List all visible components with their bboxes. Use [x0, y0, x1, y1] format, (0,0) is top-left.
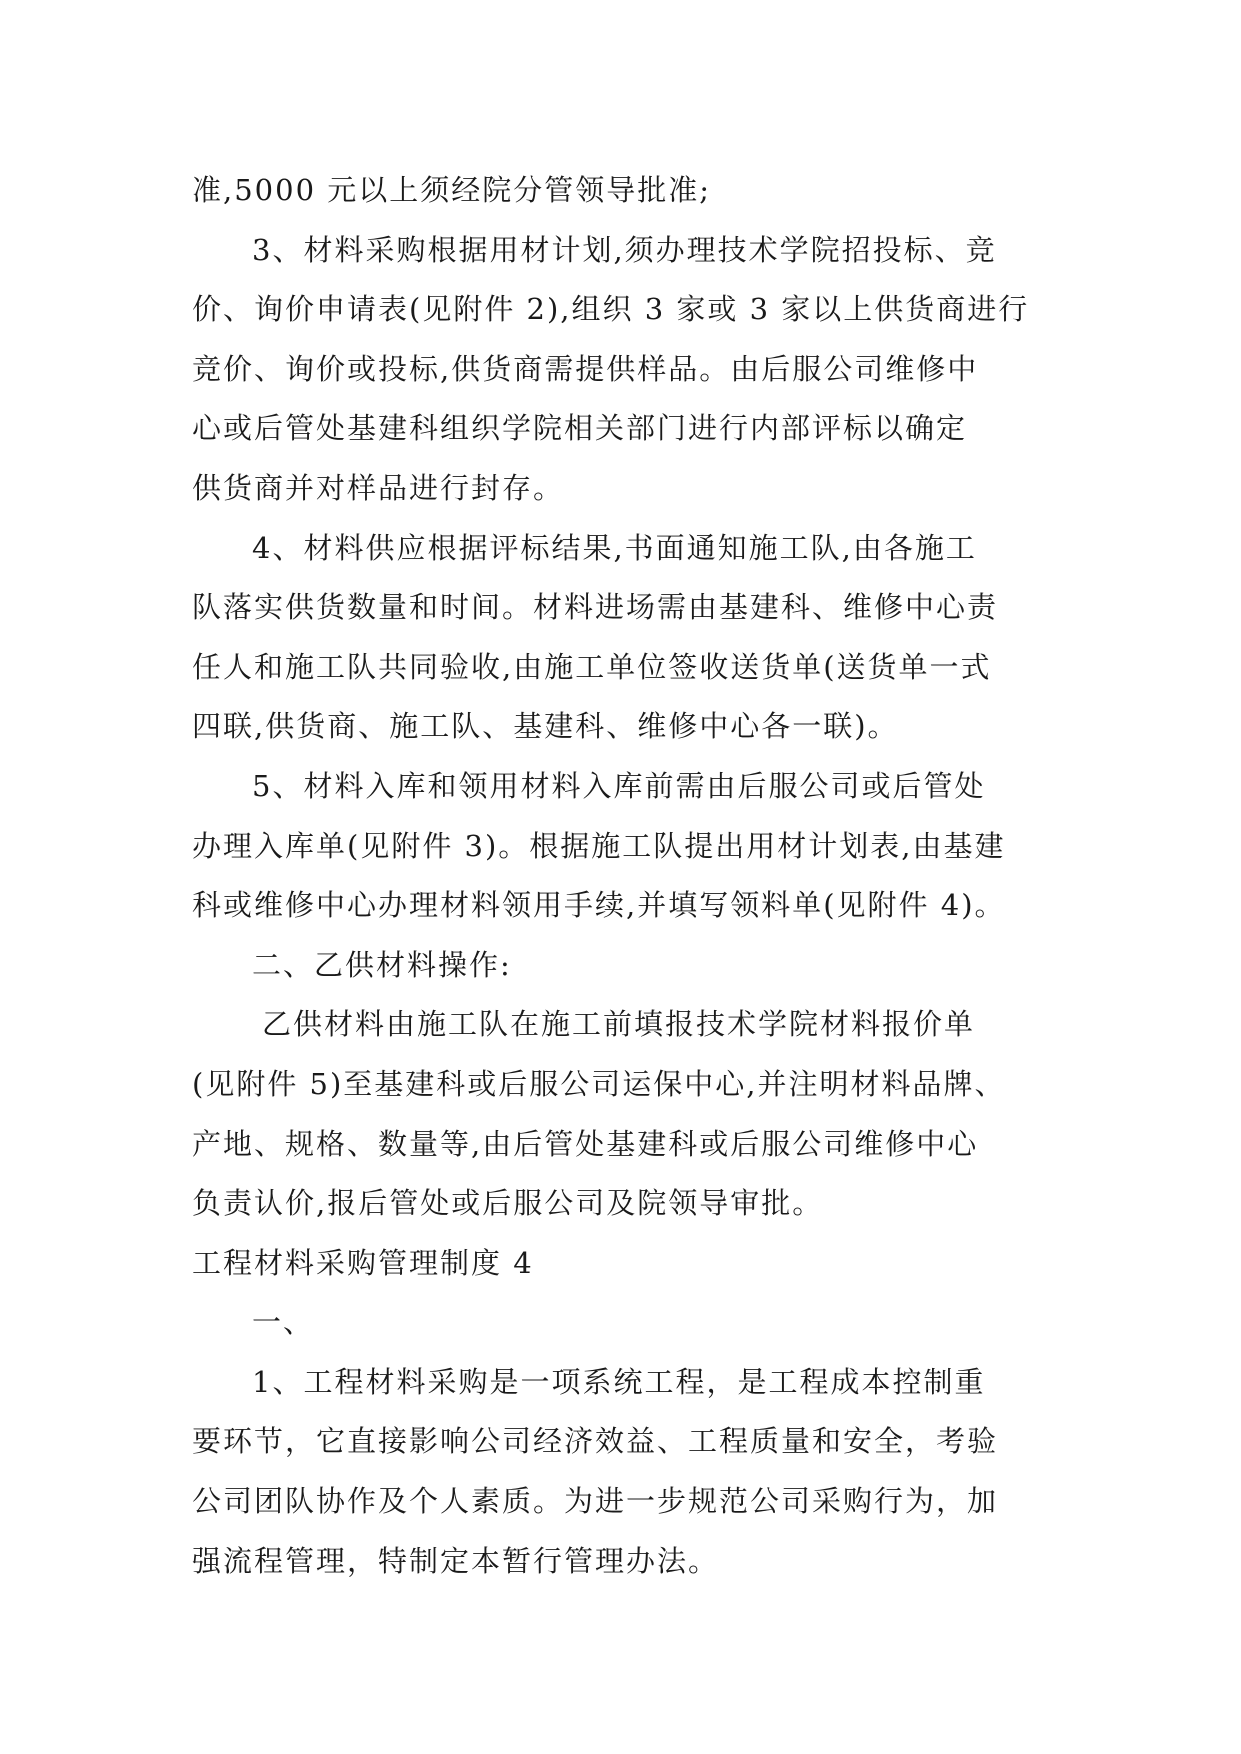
paragraph-line: 5、材料入库和领用材料入库前需由后服公司或后管处 — [252, 768, 986, 803]
paragraph-line: 乙供材料由施工队在施工前填报技术学院材料报价单 — [262, 1007, 976, 1042]
document-title: 工程材料采购管理制度 4 — [192, 1245, 534, 1280]
paragraph-line: 负责认价,报后管处或后服公司及院领导审批。 — [192, 1186, 824, 1221]
paragraph-line: 强流程管理，特制定本暂行管理办法。 — [192, 1543, 720, 1578]
paragraph-line: 3、材料采购根据用材计划,须办理技术学院招投标、竞 — [252, 232, 997, 267]
paragraph-line: 供货商并对样品进行封存。 — [192, 470, 565, 505]
paragraph-line: 竞价、询价或投标,供货商需提供样品。由后服公司维修中 — [192, 351, 979, 386]
paragraph-line: 公司团队协作及个人素质。为进一步规范公司采购行为，加 — [192, 1484, 999, 1519]
paragraph-line: 任人和施工队共同验收,由施工单位签收送货单(送货单一式 — [192, 649, 992, 684]
section-heading: 二、乙供材料操作: — [252, 947, 512, 982]
paragraph-line: 1、工程材料采购是一项系统工程，是工程成本控制重 — [252, 1364, 986, 1399]
paragraph-line: 要环节，它直接影响公司经济效益、工程质量和安全，考验 — [192, 1424, 999, 1459]
paragraph-line: 四联,供货商、施工队、基建科、维修中心各一联)。 — [192, 709, 899, 744]
paragraph-line: 价、询价申请表(见附件 2),组织 3 家或 3 家以上供货商进行 — [192, 292, 1030, 327]
paragraph-line: 产地、规格、数量等,由后管处基建科或后服公司维修中心 — [192, 1126, 979, 1161]
paragraph-line: 心或后管处基建科组织学院相关部门进行内部评标以确定 — [192, 411, 968, 446]
paragraph-line: (见附件 5)至基建科或后服公司运保中心,并注明材料品牌、 — [192, 1066, 1006, 1101]
paragraph-line: 队落实供货数量和时间。材料进场需由基建科、维修中心责 — [192, 590, 999, 625]
paragraph-line: 科或维修中心办理材料领用手续,并填写领料单(见附件 4)。 — [192, 888, 1006, 923]
paragraph-line: 准,5000 元以上须经院分管领导批准; — [192, 173, 712, 207]
document-body — [192, 161, 1062, 1591]
section-heading: 一、 — [252, 1305, 315, 1340]
paragraph-line: 4、材料供应根据评标结果,书面通知施工队,由各施工 — [252, 530, 977, 565]
paragraph-line: 办理入库单(见附件 3)。根据施工队提出用材计划表,由基建 — [192, 828, 1006, 863]
